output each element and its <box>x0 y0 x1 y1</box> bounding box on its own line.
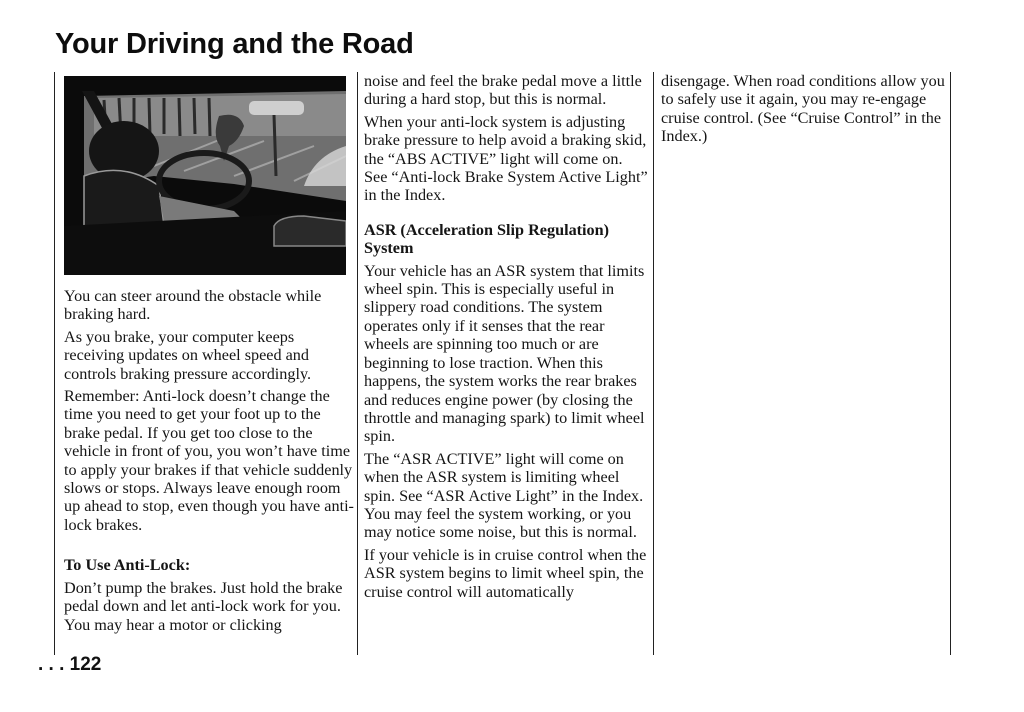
section-heading-asr: ASR (Acceleration Slip Regulation) System <box>364 220 610 258</box>
paragraph: When your anti-lock system is adjusting brake pressure to help avoid a braking skid, the “ABS ACTIVE” light will come on. See “Anti-lock Brake System Active Light” in the Index. <box>364 112 648 205</box>
paragraph: noise and feel the brake pedal move a little during a hard stop, but this is normal. <box>364 72 642 109</box>
column-rule-right <box>950 72 951 655</box>
paragraph: Don’t pump the brakes. Just hold the brake pedal down and let anti-lock work for you. You may hear a motor or clicking <box>64 578 343 634</box>
section-heading-anti-lock: To Use Anti-Lock: <box>64 556 191 575</box>
paragraph: Remember: Anti-lock doesn’t change the time you need to get your foot up to the brake pedal. If you get too close to the vehicle in front of you, you won’t have time to apply your brakes if that vehicle suddenly slows or stops. Always leave enough room up ahead to stop, even though you have anti-lock brakes. <box>64 387 354 534</box>
column-rule-2-3 <box>653 72 654 655</box>
illustration-caption: You can steer around the obstacle while braking hard. <box>64 287 322 324</box>
page-title: Your Driving and the Road <box>55 28 414 60</box>
column-2 <box>364 72 649 605</box>
paragraph: As you brake, your computer keeps receiving updates on wheel speed and controls braking pressure accordingly. <box>64 327 312 383</box>
column-3 <box>661 72 946 150</box>
column-rule-left <box>54 72 55 655</box>
paragraph: disengage. When road conditions allow you to safely use it again, you may re-engage cruise control. (See “Cruise Control” in the Index.) <box>661 72 945 146</box>
paragraph: The “ASR ACTIVE” light will come on when the ASR system is limiting wheel spin. See “ASR Active Light” in the Index. You may feel the system working, or you may notice some noise, but this is normal. <box>364 449 644 542</box>
driver-night-deer-illustration <box>64 76 346 275</box>
paragraph: If your vehicle is in cruise control when the ASR system begins to limit wheel spin, the cruise control will automatically <box>364 545 647 601</box>
page-number: . . . 122 <box>38 654 102 675</box>
column-1 <box>64 72 354 638</box>
paragraph: Your vehicle has an ASR system that limits wheel spin. This is especially useful in slippery road conditions. The system operates only if it senses that the rear wheels are spinning too much or are beginning to lose traction. When this happens, the system works the rear brakes and reduces engine power (by closing the throttle and managing spark) to limit wheel spin. <box>364 261 645 446</box>
column-rule-1-2 <box>357 72 358 655</box>
